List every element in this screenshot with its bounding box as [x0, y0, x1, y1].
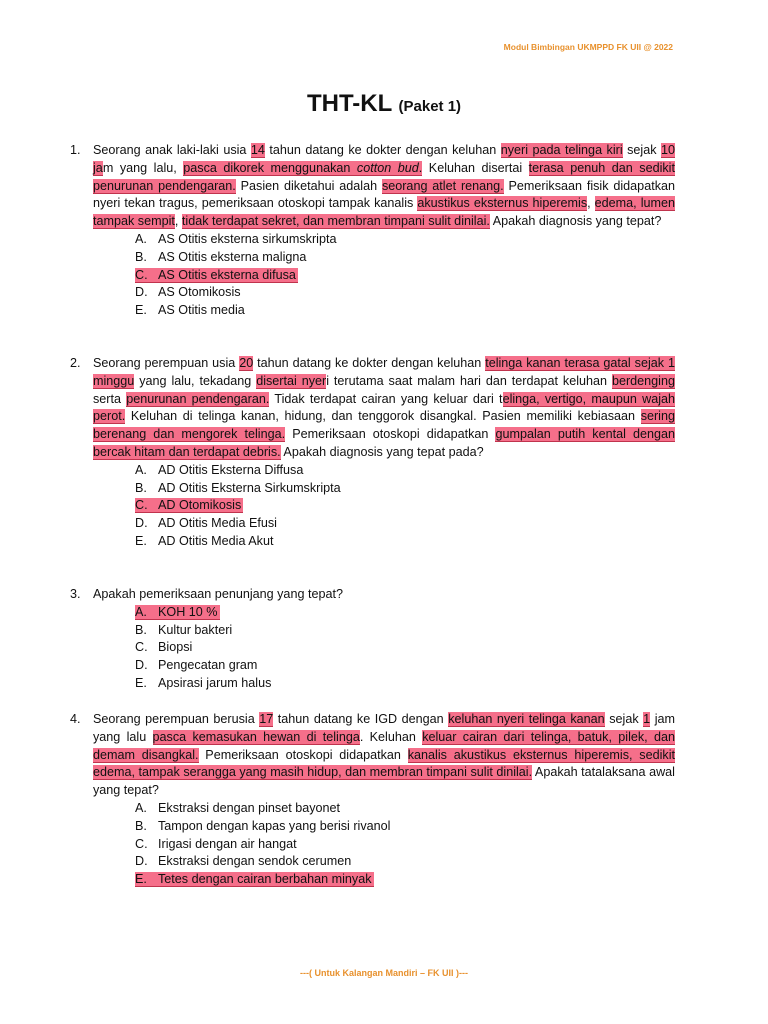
highlighted-text: akustikus eksternus hiperemis — [417, 196, 588, 211]
option-letter: A. — [135, 604, 147, 619]
question-text-segment: tahun datang ke dokter dengan keluhan — [253, 356, 486, 370]
highlighted-text: 1 — [643, 712, 651, 726]
option-content — [135, 268, 298, 283]
option — [135, 853, 675, 871]
question-text-segment: Seorang perempuan usia — [93, 356, 240, 370]
highlighted-text: keluhan nyeri telinga kanan — [448, 712, 605, 726]
option-content — [135, 872, 374, 887]
highlighted-text: cotton bud — [356, 160, 419, 175]
option-letter: A. — [135, 231, 147, 246]
question-text-segment: , — [174, 214, 182, 229]
question-text-segment: . Keluhan — [359, 729, 423, 744]
highlighted-text: tidak terdapat sekret, dan membran timpani sulit dinilai. — [181, 214, 490, 229]
question-3 — [70, 586, 675, 693]
option — [135, 836, 675, 854]
page-title — [0, 90, 768, 118]
option-content — [135, 250, 306, 264]
option — [135, 818, 675, 836]
highlighted-text: pasca kemasukan hewan di telinga — [152, 729, 360, 744]
option-content — [135, 605, 220, 620]
option-letter: B. — [135, 480, 147, 495]
option-letter: B. — [135, 622, 147, 637]
question-number: 2. — [70, 356, 81, 370]
options-list — [135, 462, 675, 551]
question-text-segment: yang lalu, tekadang — [134, 373, 257, 388]
option — [135, 657, 675, 675]
option — [135, 231, 675, 249]
question-text-segment: Tidak terdapat cairan yang keluar dari t — [269, 391, 503, 406]
highlighted-text: 17 — [259, 712, 274, 726]
option — [135, 302, 675, 320]
question-text-segment: Seorang perempuan berusia — [93, 712, 260, 726]
option — [135, 515, 675, 533]
option-text: Tetes dengan cairan berbahan minyak — [158, 872, 372, 887]
option — [135, 639, 675, 657]
question-1 — [70, 142, 675, 320]
footer-note: ---( Untuk Kalangan Mandiri – FK UII )--- — [300, 968, 468, 978]
option-letter: B. — [135, 249, 147, 264]
question-text-segment: tahun datang ke IGD dengan — [273, 712, 449, 726]
question-text-segment: Apakah diagnosis yang tepat? — [489, 214, 662, 229]
question-text-segment: Pemeriksaan fisik didapatkan nyeri tekan tragus, pemeriksaan otoskopi tampak kanalis — [93, 178, 675, 211]
option-content — [135, 819, 390, 833]
option-text: Kultur bakteri — [158, 622, 233, 637]
highlighted-text: berdenging — [611, 373, 675, 388]
question-text — [93, 355, 675, 462]
option-letter: E. — [135, 533, 147, 548]
option — [135, 533, 675, 551]
option-content — [135, 303, 245, 317]
option-text: AD Otitis Eksterna Sirkumskripta — [158, 480, 341, 495]
option-letter: C. — [135, 498, 148, 513]
option-letter: D. — [135, 285, 148, 300]
question-text-segment: Apakah diagnosis yang tepat pada? — [280, 444, 484, 459]
option-letter: D. — [135, 658, 148, 673]
option-text: AS Otomikosis — [158, 285, 241, 300]
option-text: AD Otomikosis — [158, 498, 242, 513]
option-text: AD Otitis Media Efusi — [158, 516, 277, 531]
option-text: Pengecatan gram — [158, 658, 258, 673]
question-text-segment: Seorang anak laki-laki usia — [93, 143, 251, 157]
options-list — [135, 231, 675, 320]
question-number: 1. — [70, 143, 81, 157]
option-text: Tampon dengan kapas yang berisi rivanol — [158, 818, 391, 833]
option-content — [135, 854, 351, 868]
options-list — [135, 800, 675, 889]
option-content — [135, 285, 241, 299]
option-text: Ekstraksi dengan sendok cerumen — [158, 854, 352, 869]
option-letter: E. — [135, 303, 147, 318]
highlighted-text: sering berenang dan mengorek telinga. — [93, 409, 675, 442]
question-number: 4. — [70, 712, 81, 726]
option — [135, 800, 675, 818]
title-sub: (Paket 1) — [398, 98, 462, 115]
question-text-segment: sejak — [604, 712, 644, 726]
option — [135, 675, 675, 693]
highlighted-text: 10 ja — [93, 143, 675, 175]
question-text — [93, 142, 675, 231]
option — [135, 284, 675, 302]
question-text-segment: Keluhan di telinga kanan, hidung, dan tenggorok disangkal. Pasien memiliki kebiasaan — [125, 409, 641, 424]
question-text-segment: Pasien diketahui adalah — [235, 178, 382, 193]
option-text: Apsirasi jarum halus — [158, 675, 272, 690]
option-content — [135, 623, 232, 637]
highlighted-text: seorang atlet renang. — [381, 178, 504, 193]
question-text-segment: Pemeriksaan otoskopi didapatkan — [198, 747, 408, 762]
highlighted-text: 14 — [250, 143, 265, 157]
option-letter: C. — [135, 640, 148, 655]
option-content — [135, 463, 303, 477]
question-text-segment: , — [587, 196, 595, 211]
option-content — [135, 232, 336, 246]
option-correct — [135, 497, 675, 515]
highlighted-text: penurunan pendengaran. — [126, 391, 270, 406]
option-correct — [135, 604, 675, 622]
title-main: THT-KL — [306, 90, 392, 117]
highlighted-text: kanalis akustikus eksternus hiperemis, sedikit edema, tampak serangga yang masih hidup, dan membran timpani sulit dinilai. — [93, 747, 675, 780]
highlighted-text: gumpalan putih kental dengan bercak hitam dan terdapat debris. — [93, 427, 675, 459]
module-header-note: Modul Bimbingan UKMPPD FK UII @ 2022 — [503, 42, 673, 52]
option-letter: E. — [135, 872, 147, 887]
option — [135, 622, 675, 640]
option-letter: C. — [135, 267, 148, 282]
highlighted-text: edema, lumen tampak sempit — [93, 196, 676, 229]
highlighted-text: telinga kanan terasa gatal sejak 1 minggu — [93, 356, 675, 388]
option-content — [135, 516, 277, 530]
question-text — [93, 711, 675, 800]
option-letter: A. — [135, 800, 147, 815]
option-content — [135, 837, 297, 851]
highlighted-text: pasca dikorek menggunakan — [183, 160, 357, 175]
option — [135, 249, 675, 267]
question-4 — [70, 711, 675, 889]
highlighted-text: elinga, vertigo, maupun wajah perot. — [93, 391, 676, 424]
option-letter: A. — [135, 462, 147, 477]
option-text: Biopsi — [158, 640, 193, 655]
option — [135, 462, 675, 480]
option-correct — [135, 871, 675, 889]
highlighted-text: keluar cairan dari telinga, batuk, pilek, dan demam disangkal. — [93, 729, 675, 762]
question-text-segment: i terutama saat malam hari dan terdapat keluhan — [326, 373, 612, 388]
question-text-segment: jam yang lalu — [93, 712, 675, 744]
option-text: AD Otitis Media Akut — [158, 533, 274, 548]
option-text: AD Otitis Eksterna Diffusa — [158, 462, 304, 477]
highlighted-text: disertai nyer — [256, 373, 327, 388]
option-content — [135, 481, 341, 495]
option-letter: D. — [135, 854, 148, 869]
option-content — [135, 676, 271, 690]
option-letter: D. — [135, 516, 148, 531]
options-list — [135, 604, 675, 693]
question-text-segment: Pemeriksaan otoskopi didapatkan — [285, 427, 496, 442]
option-letter: E. — [135, 675, 147, 690]
question-text-segment: Apakah tatalaksana awal yang tepat? — [93, 765, 675, 798]
option-text: AS Otitis eksterna maligna — [158, 249, 307, 264]
option-text: Ekstraksi dengan pinset bayonet — [158, 800, 341, 815]
option-letter: C. — [135, 836, 148, 851]
question-text-segment: tahun datang ke dokter dengan keluhan — [264, 143, 501, 157]
question-text-segment: sejak — [622, 143, 661, 157]
highlighted-text: terasa penuh dan sedikit penurunan pendengaran. — [93, 160, 675, 193]
highlighted-text: . — [418, 160, 423, 175]
question-2 — [70, 355, 675, 551]
question-text-segment: Keluhan disertai — [422, 160, 529, 175]
highlighted-text: 20 — [239, 356, 254, 370]
option-text: AS Otitis eksterna sirkumskripta — [158, 231, 337, 246]
question-number: 3. — [70, 587, 81, 601]
question-text-segment: m yang lalu, — [102, 160, 184, 175]
option-letter: B. — [135, 818, 147, 833]
option-text: AS Otitis media — [158, 303, 245, 318]
option-text: AS Otitis eksterna difusa — [158, 267, 296, 282]
option-correct — [135, 267, 675, 285]
option-content — [135, 534, 273, 548]
option-text: Irigasi dengan air hangat — [158, 836, 297, 851]
option-text: KOH 10 % — [158, 604, 218, 619]
highlighted-text: nyeri pada telinga kiri — [500, 143, 623, 157]
question-text-segment: Apakah pemeriksaan penunjang yang tepat? — [93, 587, 343, 601]
option — [135, 480, 675, 498]
option-content — [135, 658, 257, 672]
question-text — [93, 586, 675, 604]
question-text-segment: serta — [93, 391, 127, 406]
option-content — [135, 801, 340, 815]
option-content — [135, 498, 243, 513]
option-content — [135, 640, 192, 654]
